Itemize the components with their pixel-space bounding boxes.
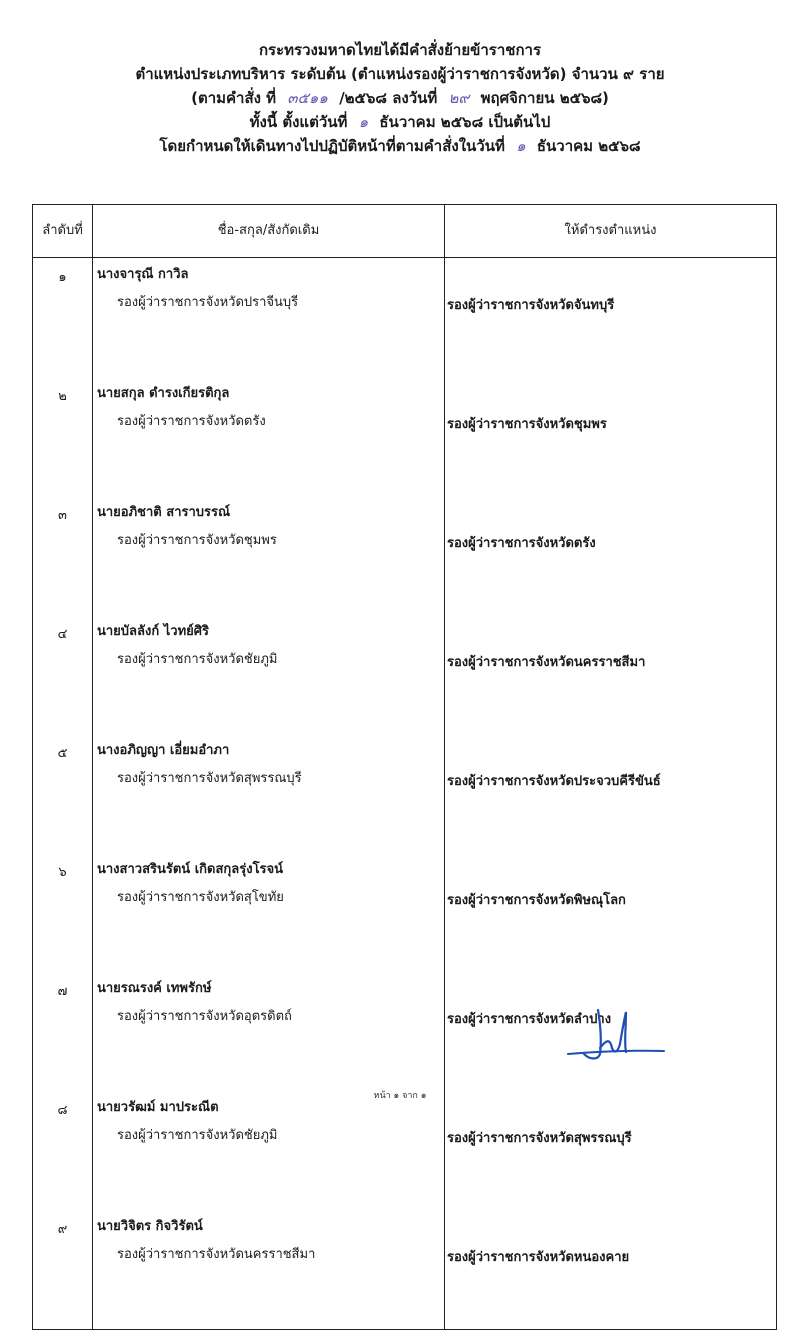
new-position: รองผู้ว่าราชการจังหวัดชุมพร [445,377,777,496]
row-seq: ๕ [33,734,93,853]
table-filler-row [33,1329,777,1330]
order-day-handwritten: ๒๙ [448,89,470,107]
new-position: รองผู้ว่าราชการจังหวัดลำปาง [445,972,777,1091]
travel-text-a: โดยกำหนดให้เดินทางไปปฏิบัติหน้าที่ตามคำสั่งในวันที่ [159,137,505,155]
header-line-2: ตำแหน่งประเภทบริหาร ระดับต้น (ตำแหน่งรองผู้ว่าราชการจังหวัด) จำนวน ๙ ราย [135,65,665,83]
person-name: นายรณรงค์ เทพรักษ์ [97,981,212,996]
order-text-c: พฤศจิกายน ๒๕๖๘) [480,89,609,107]
signature-icon [560,1002,670,1064]
row-person [93,1091,445,1210]
row-person [93,615,445,734]
table-header-row [33,205,777,258]
table-row [33,496,777,615]
row-seq: ๑ [33,258,93,378]
original-position: รองผู้ว่าราชการจังหวัดชัยภูมิ [117,1128,278,1143]
new-position: รองผู้ว่าราชการจังหวัดประจวบคีรีขันธ์ [445,734,777,853]
original-position: รองผู้ว่าราชการจังหวัดตรัง [117,414,266,429]
row-seq: ๙ [33,1210,93,1329]
transfer-table [32,204,777,1330]
row-person [93,853,445,972]
new-position: รองผู้ว่าราชการจังหวัดตรัง [445,496,777,615]
row-person [93,496,445,615]
table-row [33,377,777,496]
new-position: รองผู้ว่าราชการจังหวัดจันทบุรี [445,258,777,378]
original-position: รองผู้ว่าราชการจังหวัดปราจีนบุรี [117,295,299,310]
new-position: รองผู้ว่าราชการจังหวัดหนองคาย [445,1210,777,1329]
person-name: นายบัลลังก์ ไวทย์ศิริ [97,624,209,639]
table-row [33,853,777,972]
table-row [33,1210,777,1329]
table-row [33,1091,777,1210]
page-footer: หน้า ๑ จาก ๑ [373,1091,427,1101]
row-person [93,1210,445,1329]
original-position: รองผู้ว่าราชการจังหวัดสุโขทัย [117,890,284,905]
order-text-a: (ตามคำสั่ง ที่ [191,89,277,107]
row-person [93,258,445,378]
row-seq: ๖ [33,853,93,972]
row-person [93,972,445,1091]
new-position: รองผู้ว่าราชการจังหวัดสุพรรณบุรี [445,1091,777,1210]
effective-text-a: ทั้งนี้ ตั้งแต่วันที่ [249,113,348,131]
header-line-4 [0,110,800,134]
person-name: นางอภิญญา เอี่ยมอำภา [97,743,230,758]
header-line-3 [0,86,800,110]
header-line-5 [0,134,800,158]
new-position: รองผู้ว่าราชการจังหวัดพิษณุโลก [445,853,777,972]
original-position: รองผู้ว่าราชการจังหวัดอุตรดิตถ์ [117,1009,292,1024]
document-header [0,38,800,158]
effective-day-handwritten: ๑ [358,113,369,131]
row-person [93,734,445,853]
person-name: นายวรัฒม์ มาประณีต [97,1100,219,1115]
person-name: นายสกุล ดำรงเกียรติกุล [97,386,230,401]
original-position: รองผู้ว่าราชการจังหวัดนครราชสีมา [117,1247,316,1262]
header-line-1: กระทรวงมหาดไทยได้มีคำสั่งย้ายข้าราชการ [258,41,542,59]
person-name: นางจารุณี กาวิล [97,267,189,282]
original-position: รองผู้ว่าราชการจังหวัดสุพรรณบุรี [117,771,302,786]
order-number-handwritten: ๓๕๑๑ [287,89,328,107]
row-person [93,377,445,496]
table-row [33,615,777,734]
effective-text-b: ธันวาคม ๒๕๖๘ เป็นต้นไป [379,113,551,131]
travel-text-b: ธันวาคม ๒๕๖๘ [536,137,641,155]
travel-day-handwritten: ๑ [516,137,526,155]
original-position: รองผู้ว่าราชการจังหวัดชุมพร [117,533,277,548]
row-seq: ๓ [33,496,93,615]
row-seq: ๒ [33,377,93,496]
person-name: นายวิจิตร กิจวิรัตน์ [97,1219,203,1234]
row-seq: ๔ [33,615,93,734]
col-header-new-position: ให้ดำรงตำแหน่ง [445,205,777,258]
person-name: นางสาวสรินรัตน์ เกิดสกุลรุ่งโรจน์ [97,862,284,877]
col-header-name: ชื่อ-สกุล/สังกัดเดิม [93,205,445,258]
table-row [33,734,777,853]
person-name: นายอภิชาติ สาราบรรณ์ [97,505,231,520]
row-seq: ๘ [33,1091,93,1210]
order-text-b: /๒๕๖๘ ลงวันที่ [339,89,438,107]
row-seq: ๗ [33,972,93,1091]
table-row [33,258,777,378]
original-position: รองผู้ว่าราชการจังหวัดชัยภูมิ [117,652,278,667]
col-header-seq: ลำดับที่ [33,205,93,258]
new-position: รองผู้ว่าราชการจังหวัดนครราชสีมา [445,615,777,734]
